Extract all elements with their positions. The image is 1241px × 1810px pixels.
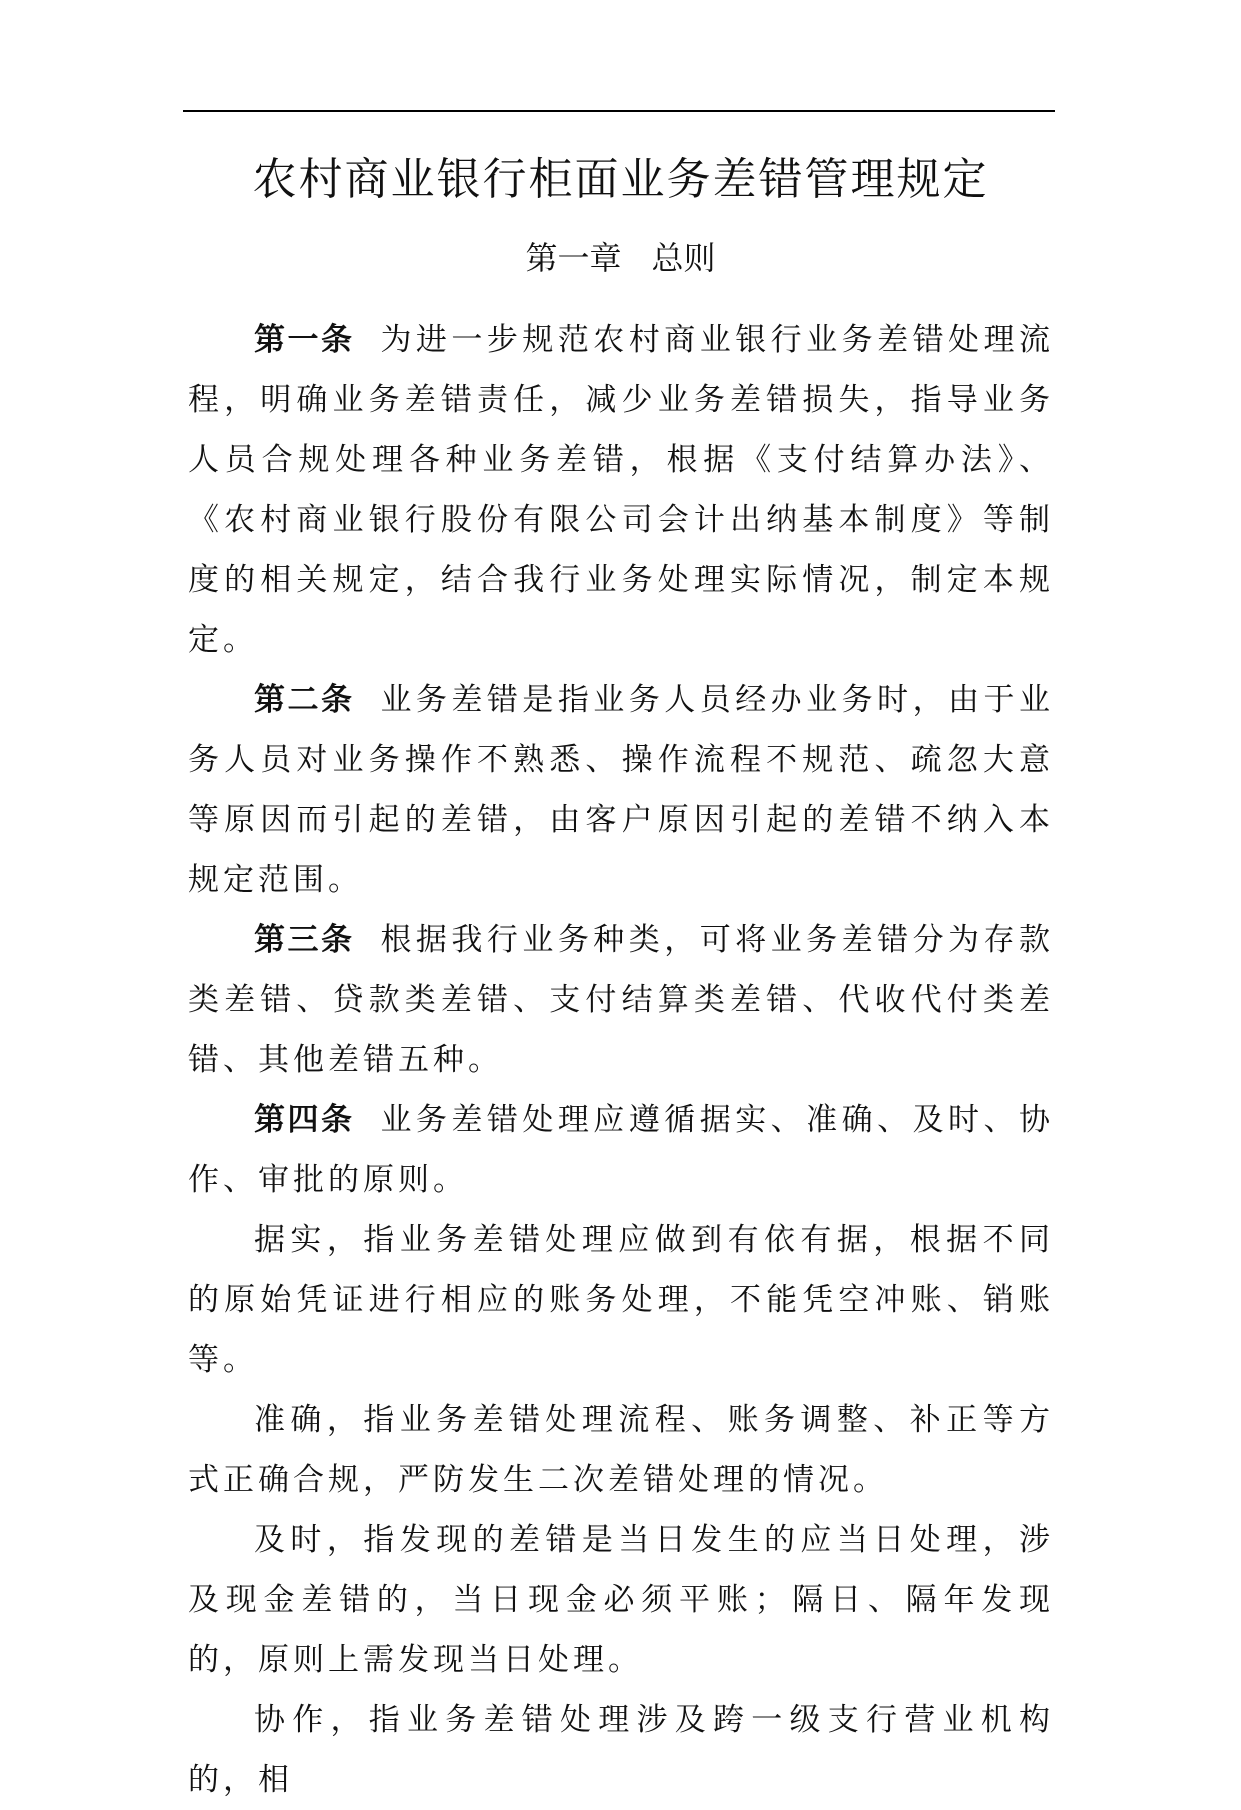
article-text: 业务差错处理应遵循据实、准确、及时、协作、审批的原则。: [188, 1102, 1055, 1198]
document-body: [188, 310, 1054, 1810]
chapter-heading: [0, 234, 1241, 282]
chapter-name: 总则: [651, 239, 716, 277]
article-3: [188, 910, 1054, 1090]
document-title: 农村商业银行柜面业务差错管理规定: [252, 154, 989, 205]
article-4: [188, 1090, 1054, 1210]
paragraph-text: 及时，指发现的差错是当日发生的应当日处理，涉及现金差错的，当日现金必须平账；隔日、隔年发现的，原则上需发现当日处理。: [188, 1522, 1054, 1678]
article-text: 根据我行业务种类，可将业务差错分为存款类差错、贷款类差错、支付结算类差错、代收代付类差错、其他差错五种。: [188, 922, 1055, 1078]
paragraph-text: 据实，指业务差错处理应做到有依有据，根据不同的原始凭证进行相应的账务处理，不能凭空冲账、销账等。: [188, 1222, 1054, 1378]
chapter-number: 第一章: [525, 239, 622, 277]
article-label: 第四条: [254, 1102, 355, 1138]
paragraph-text: 协作，指业务差错处理涉及跨一级支行营业机构的，相: [188, 1702, 1054, 1798]
principle-paragraph: [188, 1510, 1054, 1690]
principle-paragraph: [188, 1210, 1054, 1390]
principle-paragraph: [188, 1390, 1054, 1510]
article-label: 第三条: [254, 922, 355, 958]
article-2: [188, 670, 1054, 910]
article-label: 第二条: [254, 682, 355, 718]
header-rule: [183, 110, 1055, 112]
principle-paragraph: [188, 1690, 1054, 1810]
article-text: 为进一步规范农村商业银行业务差错处理流程，明确业务差错责任，减少业务差错损失，指导业务人员合规处理各种业务差错，根据《支付结算办法》、《农村商业银行股份有限公司会计出纳基本制度》等制度的相关规定，结合我行业务处理实际情况，制定本规定。: [188, 322, 1055, 658]
article-label: 第一条: [254, 322, 355, 358]
article-1: [188, 310, 1054, 670]
paragraph-text: 准确，指业务差错处理流程、账务调整、补正等方式正确合规，严防发生二次差错处理的情况。: [188, 1402, 1054, 1498]
article-text: 业务差错是指业务人员经办业务时，由于业务人员对业务操作不熟悉、操作流程不规范、疏忽大意等原因而引起的差错，由客户原因引起的差错不纳入本规定范围。: [188, 682, 1055, 898]
